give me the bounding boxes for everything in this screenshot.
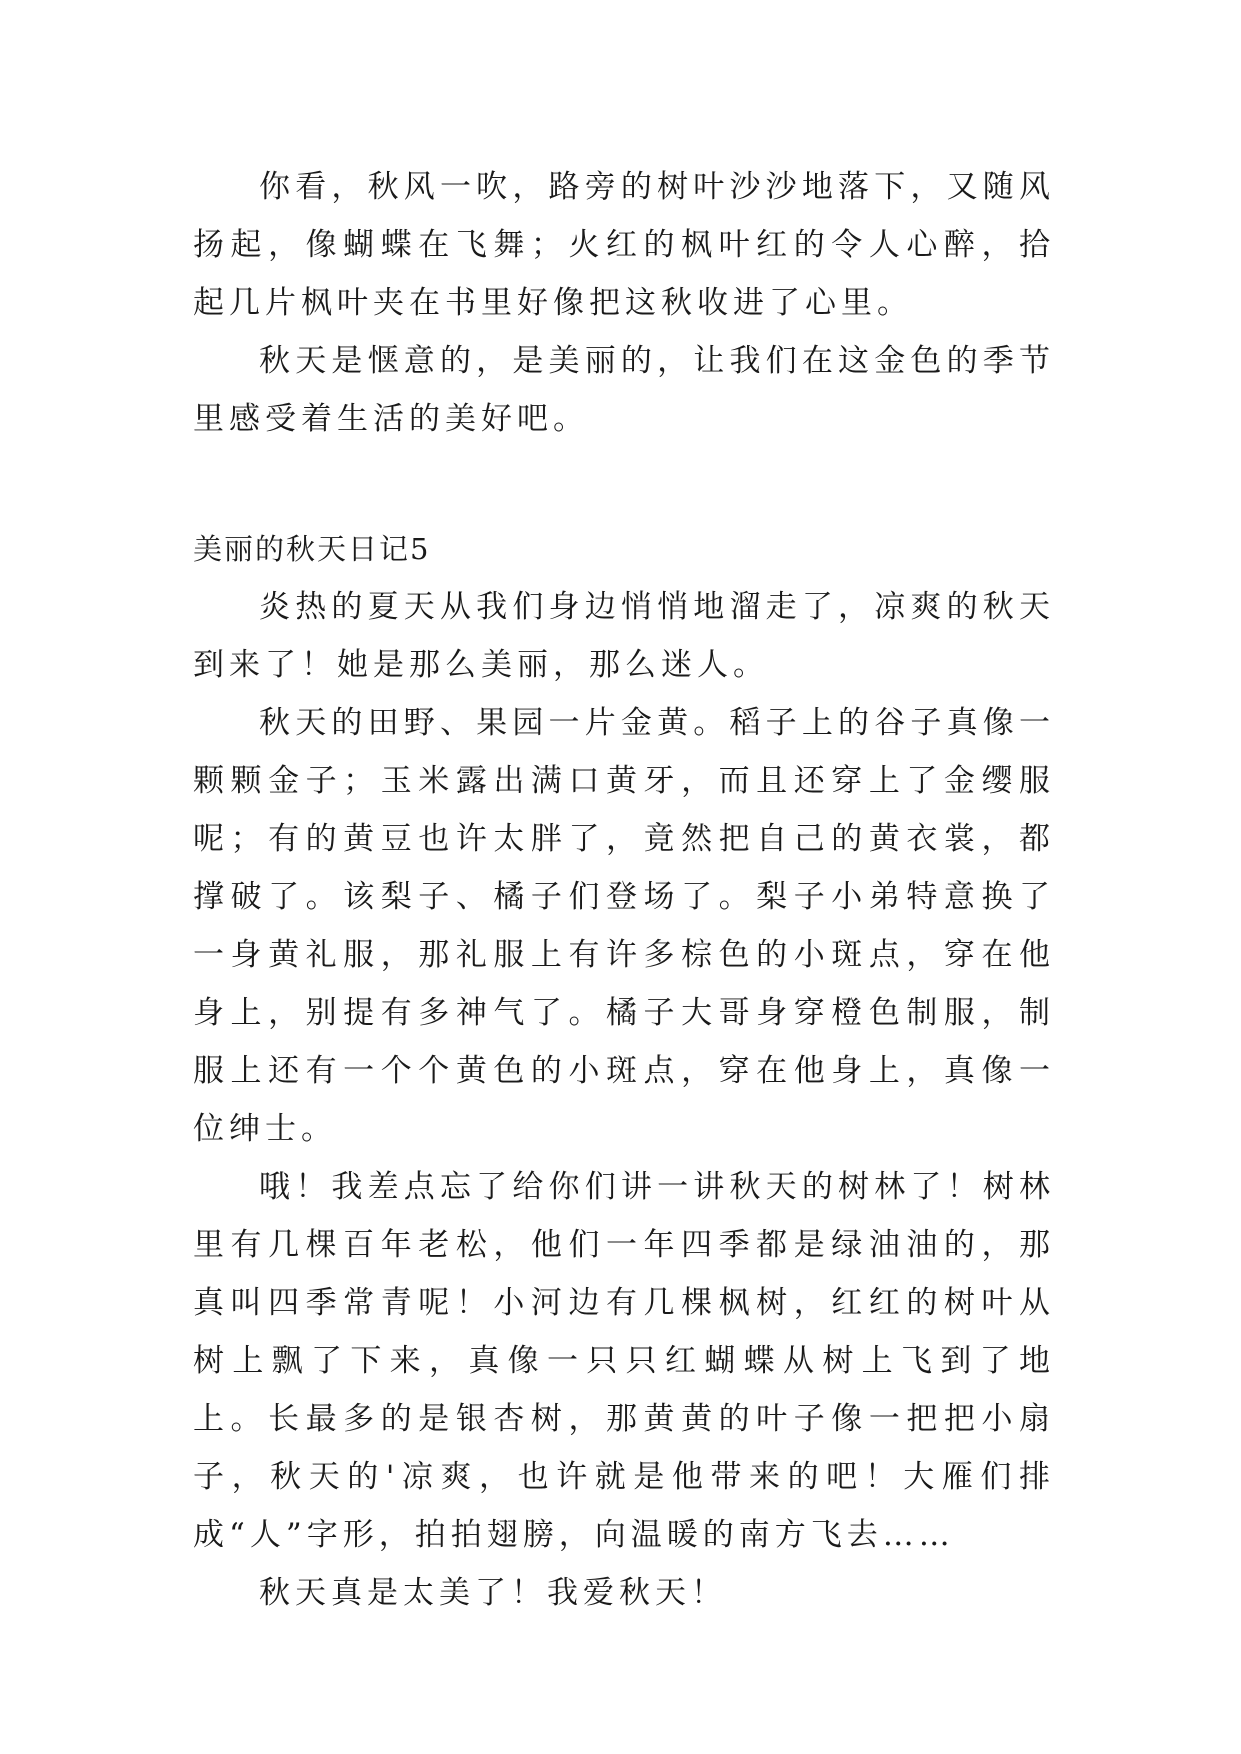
paragraph-autumn-arrives: 炎热的夏天从我们身边悄悄地溜走了，凉爽的秋天到来了！她是那么美丽，那么迷人。	[193, 589, 1055, 683]
paragraph-autumn-wind: 你看，秋风一吹，路旁的树叶沙沙地落下，又随风扬起，像蝴蝶在飞舞；火红的枫叶红的令人心醉，拾起几片枫叶夹在书里好像把这秋收进了心里。	[193, 169, 1055, 321]
paragraph-woods: 哦！我差点忘了给你们讲一讲秋天的树林了！树林里有几棵百年老松，他们一年四季都是绿油油的，那真叫四季常青呢！小河边有几棵枫树，红红的树叶从树上飘了下来，真像一只只红蝴蝶从树上飞到了地上。长最多的是银杏树，那黄黄的叶子像一把把小扇子，秋天的'凉爽，也许就是他带来的吧！大雁们排成“人”字形，拍拍翅膀，向温暖的南方飞去……	[193, 1169, 1055, 1553]
paragraph-autumn-pleasant: 秋天是惬意的，是美丽的，让我们在这金色的季节里感受着生活的美好吧。	[193, 343, 1055, 437]
document-page	[193, 158, 1055, 1622]
paragraph-fields-orchards: 秋天的田野、果园一片金黄。稻子上的谷子真像一颗颗金子；玉米露出满口黄牙，而且还穿上了金缨服呢；有的黄豆也许太胖了，竟然把自己的黄衣裳，都撑破了。该梨子、橘子们登场了。梨子小弟特意换了一身黄礼服，那礼服上有许多棕色的小斑点，穿在他身上，别提有多神气了。橘子大哥身穿橙色制服，制服上还有一个个黄色的小斑点，穿在他身上，真像一位绅士。	[193, 705, 1055, 1147]
paragraph-love-autumn: 秋天真是太美了！我爱秋天！	[259, 1575, 727, 1611]
section-title: 美丽的秋天日记5	[193, 532, 431, 566]
